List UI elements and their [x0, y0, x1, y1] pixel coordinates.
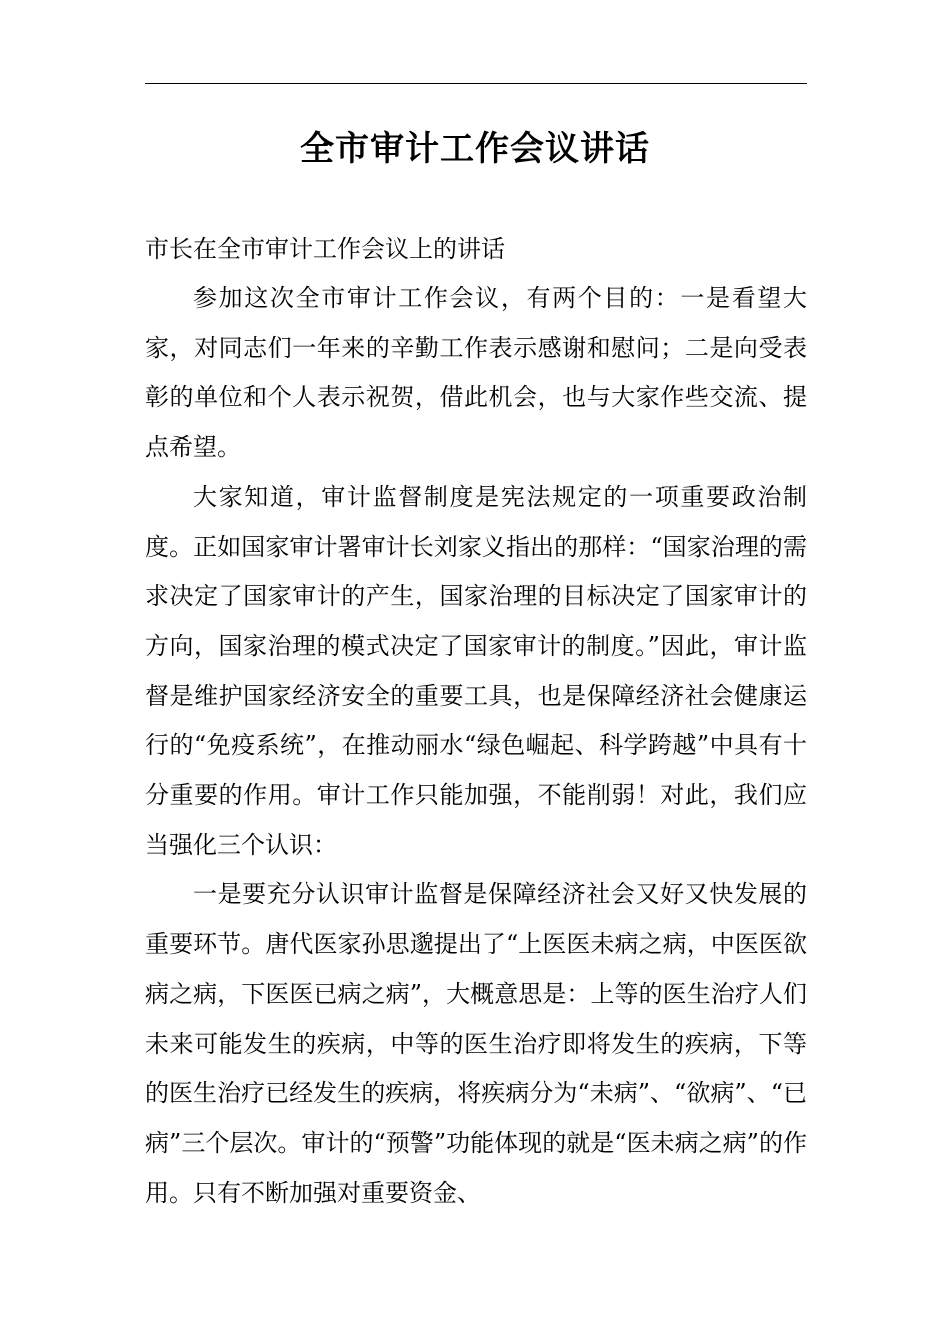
paragraph-1: 参加这次全市审计工作会议，有两个目的：一是看望大家，对同志们一年来的辛勤工作表示感谢和慰问；二是向受表彰的单位和个人表示祝贺，借此机会，也与大家作些交流、提点希望。: [145, 284, 807, 462]
document-title: 全市审计工作会议讲话: [300, 129, 650, 169]
document-body: [145, 225, 807, 1218]
document-subtitle: 市长在全市审计工作会议上的讲话: [145, 235, 505, 263]
paragraph-2: 大家知道，审计监督制度是宪法规定的一项重要政治制度。正如国家审计署审计长刘家义指出的那样：“国家治理的需求决定了国家审计的产生，国家治理的目标决定了国家审计的方向，国家治理的模式决定了国家审计的制度。”因此，审计监督是维护国家经济安全的重要工具，也是保障经济社会健康运行的“免疫系统”，在推动丽水“绿色崛起、科学跨越”中具有十分重要的作用。审计工作只能加强，不能削弱！对此，我们应当强化三个认识：: [145, 482, 807, 859]
header-rule: [145, 83, 807, 84]
paragraph-3: 一是要充分认识审计监督是保障经济社会又好又快发展的重要环节。唐代医家孙思邈提出了“上医医未病之病，中医医欲病之病，下医医已病之病”，大概意思是：上等的医生治疗人们未来可能发生的疾病，中等的医生治疗即将发生的疾病，下等的医生治疗已经发生的疾病，将疾病分为“未病”、“欲病”、“已病”三个层次。审计的“预警”功能体现的就是“医未病之病”的作用。只有不断加强对重要资金、: [145, 880, 807, 1207]
